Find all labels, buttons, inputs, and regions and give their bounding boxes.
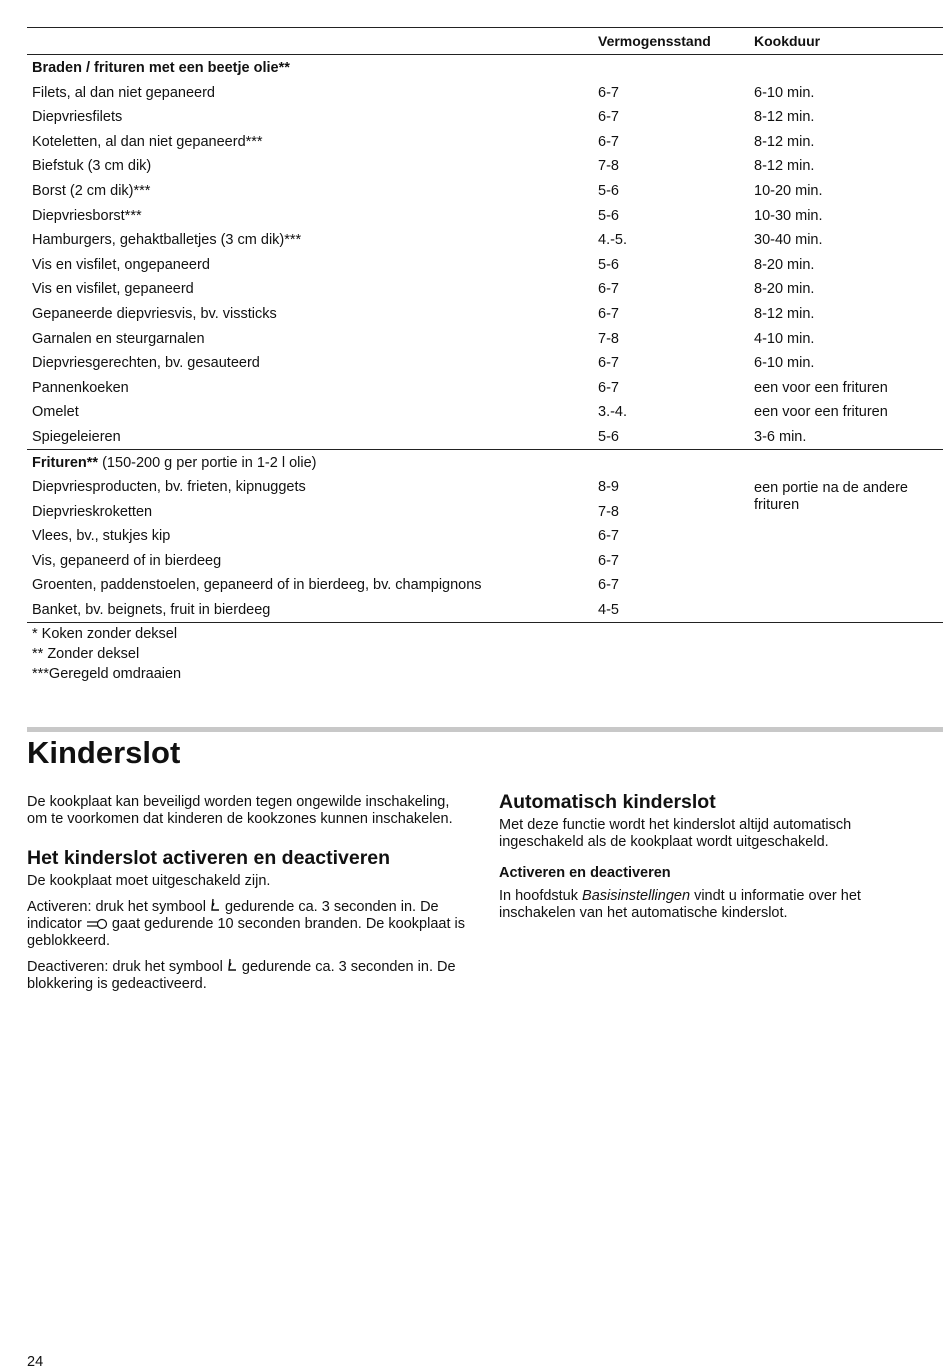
table-row xyxy=(27,326,943,351)
setting-value: 7-8 xyxy=(598,158,619,175)
setting-value: 5-6 xyxy=(598,428,619,445)
setting-value: 4-5 xyxy=(598,602,619,619)
table-row xyxy=(27,178,943,203)
setting-value: 7-8 xyxy=(598,330,619,347)
text: Deactiveren: druk het symbool xyxy=(27,959,227,975)
right-column xyxy=(499,791,919,930)
table-row xyxy=(27,572,943,597)
setting-value: 8-9 xyxy=(598,479,619,496)
header-setting: Vermogensstand xyxy=(598,33,711,49)
section-divider xyxy=(27,727,943,732)
note: ***Geregeld omdraaien xyxy=(32,666,182,682)
note: ** Zonder deksel xyxy=(32,646,140,662)
setting-value: 6-7 xyxy=(598,133,619,150)
table-row xyxy=(27,548,943,573)
item-name: Vlees, bv., stukjes kip xyxy=(32,528,171,545)
left-column xyxy=(27,794,467,1001)
text: In hoofdstuk xyxy=(499,888,583,904)
item-name: Garnalen en steurgarnalen xyxy=(32,330,205,347)
setting-value: 6-7 xyxy=(598,305,619,322)
section2-rows xyxy=(27,474,943,622)
duration-value: 4-10 min. xyxy=(754,330,815,347)
item-name: Omelet xyxy=(32,404,79,421)
duration-value: een voor een frituren xyxy=(754,404,888,421)
item-name: Biefstuk (3 cm dik) xyxy=(32,158,152,175)
table-row xyxy=(27,301,943,326)
table-row xyxy=(27,153,943,178)
table-row xyxy=(27,80,943,105)
table-row xyxy=(27,375,943,400)
section2-time: een portie na de andere frituren xyxy=(754,480,908,514)
text: gedurende ca. 3 seconden in. De indicator xyxy=(27,899,439,932)
duration-value: 8-20 min. xyxy=(754,256,815,273)
lock-symbol-icon xyxy=(210,898,221,913)
section1-rows xyxy=(27,80,943,449)
text: vindt u informatie over het inschakelen van het automatische kinderslot. xyxy=(499,888,861,921)
item-name: Vis en visfilet, ongepaneerd xyxy=(32,256,210,273)
text: gedurende ca. 3 seconden in. De blokkering is gedeactiveerd. xyxy=(27,959,456,992)
table-row xyxy=(27,350,943,375)
table-row xyxy=(27,129,943,154)
page-number: 24 xyxy=(27,1354,44,1370)
duration-value: een voor een frituren xyxy=(754,379,888,396)
duration-value: 8-12 min. xyxy=(754,158,815,175)
paragraph: Met deze functie wordt het kinderslot altijd automatisch ingeschakeld als de kookplaat wordt uitgeschakeld. xyxy=(499,817,852,850)
note: * Koken zonder deksel xyxy=(32,626,178,642)
setting-value: 4.-5. xyxy=(598,232,628,249)
item-name: Gepaneerde diepvriesvis, bv. vissticks xyxy=(32,305,277,322)
item-name: Groenten, paddenstoelen, gepaneerd of in bierdeeg, bv. champignons xyxy=(32,577,482,594)
subsection-title: Het kinderslot activeren en deactiveren xyxy=(27,847,391,869)
item-name: Diepvriesfilets xyxy=(32,109,123,126)
setting-value: 6-7 xyxy=(598,84,619,101)
table-row xyxy=(27,203,943,228)
setting-value: 5-6 xyxy=(598,182,619,199)
duration-value: 6-10 min. xyxy=(754,355,815,372)
duration-value: 30-40 min. xyxy=(754,232,823,249)
paragraph xyxy=(499,888,919,922)
table-row xyxy=(27,474,943,499)
table-row xyxy=(27,252,943,277)
item-name: Diepvriesborst*** xyxy=(32,207,142,224)
item-name: Hamburgers, gehaktballetjes (3 cm dik)*** xyxy=(32,232,302,249)
item-name: Koteletten, al dan niet gepaneerd*** xyxy=(32,133,263,150)
table-row xyxy=(27,424,943,449)
table-row xyxy=(27,523,943,548)
lock-symbol-icon xyxy=(227,958,238,973)
table-row xyxy=(27,597,943,622)
setting-value: 6-7 xyxy=(598,379,619,396)
setting-value: 6-7 xyxy=(598,528,619,545)
section2-title-bold: Frituren** xyxy=(32,454,99,471)
duration-value: 8-12 min. xyxy=(754,109,815,126)
item-name: Diepvriesproducten, bv. frieten, kipnuggets xyxy=(32,479,306,496)
section-heading xyxy=(27,449,943,475)
item-name: Banket, bv. beignets, fruit in bierdeeg xyxy=(32,602,271,619)
duration-value: 6-10 min. xyxy=(754,84,815,101)
table-row xyxy=(27,276,943,301)
table-row xyxy=(27,104,943,129)
header-duration: Kookduur xyxy=(754,33,821,49)
setting-value: 6-7 xyxy=(598,552,619,569)
item-name: Spiegeleieren xyxy=(32,428,121,445)
section2-title xyxy=(32,455,317,471)
table-header xyxy=(27,28,943,55)
paragraph: De kookplaat moet uitgeschakeld zijn. xyxy=(27,873,271,889)
intro-text: De kookplaat kan beveiligd worden tegen ongewilde inschakeling, om te voorkomen dat kinderen de kookzones kunnen inschakelen. xyxy=(27,794,453,827)
setting-value: 6-7 xyxy=(598,281,619,298)
table-row xyxy=(27,399,943,424)
text: gaat gedurende 10 seconden branden. De kookplaat is geblokkeerd. xyxy=(27,916,465,949)
duration-value: 8-12 min. xyxy=(754,305,815,322)
duration-value: 3-6 min. xyxy=(754,428,807,445)
section-heading xyxy=(27,55,943,80)
duration-value: 10-30 min. xyxy=(754,207,823,224)
chapter-reference: Basisinstellingen xyxy=(582,888,691,904)
setting-value: 7-8 xyxy=(598,503,619,520)
section-title: Kinderslot xyxy=(27,735,181,770)
duration-value: 8-12 min. xyxy=(754,133,815,150)
duration-value: 8-20 min. xyxy=(754,281,815,298)
section2-title-rest: (150-200 g per portie in 1-2 l olie) xyxy=(98,454,317,471)
section1-title: Braden / frituren met een beetje olie** xyxy=(32,60,290,76)
table-bottom-rule xyxy=(27,622,943,623)
setting-value: 6-7 xyxy=(598,355,619,372)
cooking-table xyxy=(27,27,943,623)
item-name: Borst (2 cm dik)*** xyxy=(32,182,151,199)
item-name: Diepvrieskroketten xyxy=(32,503,153,520)
setting-value: 5-6 xyxy=(598,207,619,224)
item-name: Vis, gepaneerd of in bierdeeg xyxy=(32,552,222,569)
paragraph-activate xyxy=(27,898,467,950)
setting-value: 6-7 xyxy=(598,577,619,594)
key-indicator-icon xyxy=(86,918,108,930)
subsection-title: Automatisch kinderslot xyxy=(499,791,716,813)
setting-value: 5-6 xyxy=(598,256,619,273)
setting-value: 3.-4. xyxy=(598,404,628,421)
table-row xyxy=(27,227,943,252)
table-row xyxy=(27,499,943,524)
item-name: Pannenkoeken xyxy=(32,379,129,396)
item-name: Diepvriesgerechten, bv. gesauteerd xyxy=(32,355,260,372)
item-name: Vis en visfilet, gepaneerd xyxy=(32,281,194,298)
setting-value: 6-7 xyxy=(598,109,619,126)
subsubsection-title: Activeren en deactiveren xyxy=(499,865,671,881)
item-name: Filets, al dan niet gepaneerd xyxy=(32,84,215,101)
text: Activeren: druk het symbool xyxy=(27,899,210,915)
duration-value: 10-20 min. xyxy=(754,182,823,199)
table-notes xyxy=(32,624,181,684)
paragraph-deactivate xyxy=(27,958,467,993)
